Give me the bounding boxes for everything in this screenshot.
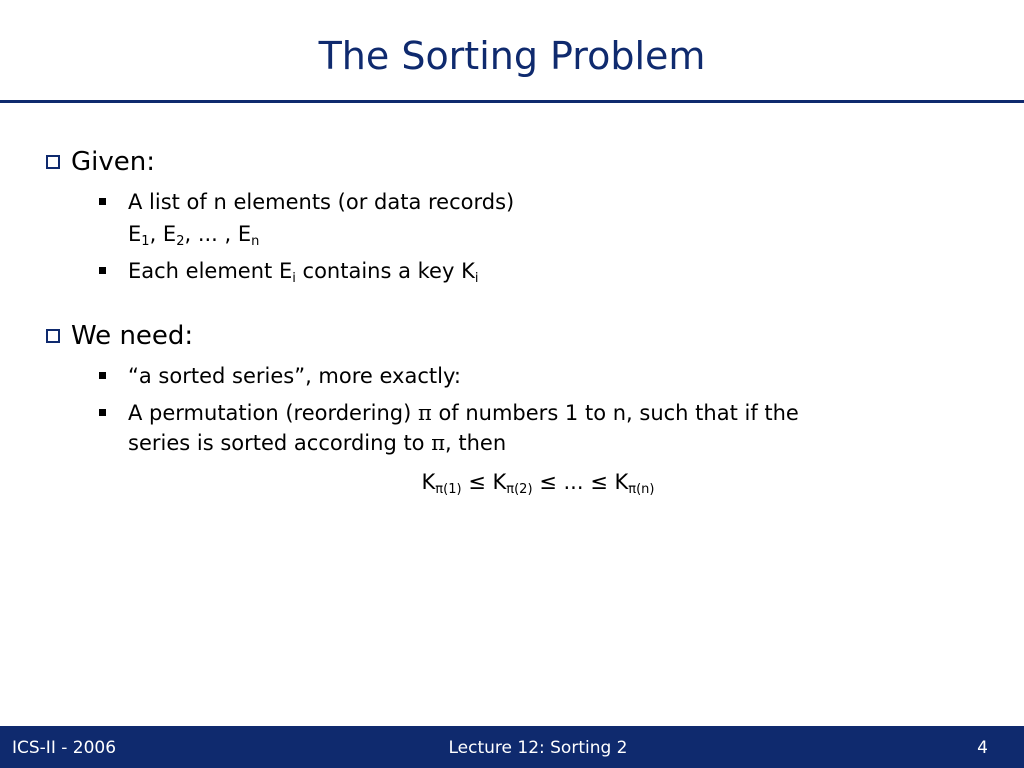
key-sub-a: i bbox=[292, 271, 296, 286]
key-text-a: Each element E bbox=[128, 259, 293, 283]
seq-en: E bbox=[237, 222, 252, 246]
formula-leq2: ≤ bbox=[532, 470, 564, 494]
bullet-given bbox=[46, 146, 155, 178]
seq-e2: E bbox=[162, 222, 177, 246]
square-bullet-icon bbox=[99, 409, 106, 416]
key-sub-b: i bbox=[474, 271, 479, 286]
seq-en-sub: n bbox=[251, 234, 260, 249]
formula-dots: ... bbox=[563, 470, 584, 494]
pi-symbol: π bbox=[417, 401, 432, 425]
ordering-formula bbox=[0, 467, 1024, 497]
formula-k2: K bbox=[492, 470, 507, 494]
given-heading: Given: bbox=[71, 147, 155, 177]
formula-leq3: ≤ bbox=[583, 470, 615, 494]
slide-title: The Sorting Problem bbox=[318, 34, 706, 78]
seq-e2-sub: 2 bbox=[176, 234, 185, 249]
perm-line2-b: , then bbox=[445, 431, 507, 455]
square-bullet-icon bbox=[99, 267, 106, 274]
formula-leq1: ≤ bbox=[461, 470, 493, 494]
formula-k1: K bbox=[421, 470, 436, 494]
need-item-sorted bbox=[128, 361, 461, 391]
bullet-we-need bbox=[46, 320, 193, 352]
seq-e1-sub: 1 bbox=[141, 234, 150, 249]
formula-sub1: π(1) bbox=[435, 482, 462, 497]
perm-line1-a: A permutation (reordering) bbox=[128, 401, 418, 425]
seq-sep2: , ... , bbox=[184, 222, 238, 246]
footer-page-number: 4 bbox=[977, 738, 988, 758]
given-item-key bbox=[128, 256, 478, 286]
checkbox-bullet-icon bbox=[46, 155, 60, 169]
pi-symbol: π bbox=[431, 431, 446, 455]
need-item-sorted-text: “a sorted series”, more exactly: bbox=[128, 364, 461, 388]
given-item-list bbox=[128, 187, 514, 217]
square-bullet-icon bbox=[99, 198, 106, 205]
given-item-sequence bbox=[128, 219, 259, 249]
formula-subn: π(n) bbox=[628, 482, 655, 497]
need-item-permutation-cont bbox=[128, 428, 506, 458]
perm-line1-b: of numbers 1 to n, such that if the bbox=[431, 401, 799, 425]
footer-course: ICS-II - 2006 bbox=[12, 738, 117, 758]
formula-sub2: π(2) bbox=[506, 482, 533, 497]
need-item-permutation bbox=[128, 398, 799, 428]
need-heading: We need: bbox=[71, 321, 194, 351]
square-bullet-icon bbox=[99, 372, 106, 379]
perm-line2-a: series is sorted according to bbox=[128, 431, 432, 455]
given-item-list-text: A list of n elements (or data records) bbox=[128, 190, 515, 214]
slide-footer bbox=[0, 726, 1024, 768]
formula-kn: K bbox=[614, 470, 629, 494]
seq-e1: E bbox=[128, 222, 142, 246]
footer-lecture: Lecture 12: Sorting 2 bbox=[448, 738, 628, 758]
key-text-b: contains a key K bbox=[295, 259, 475, 283]
seq-sep1: , bbox=[149, 222, 163, 246]
checkbox-bullet-icon bbox=[46, 329, 60, 343]
